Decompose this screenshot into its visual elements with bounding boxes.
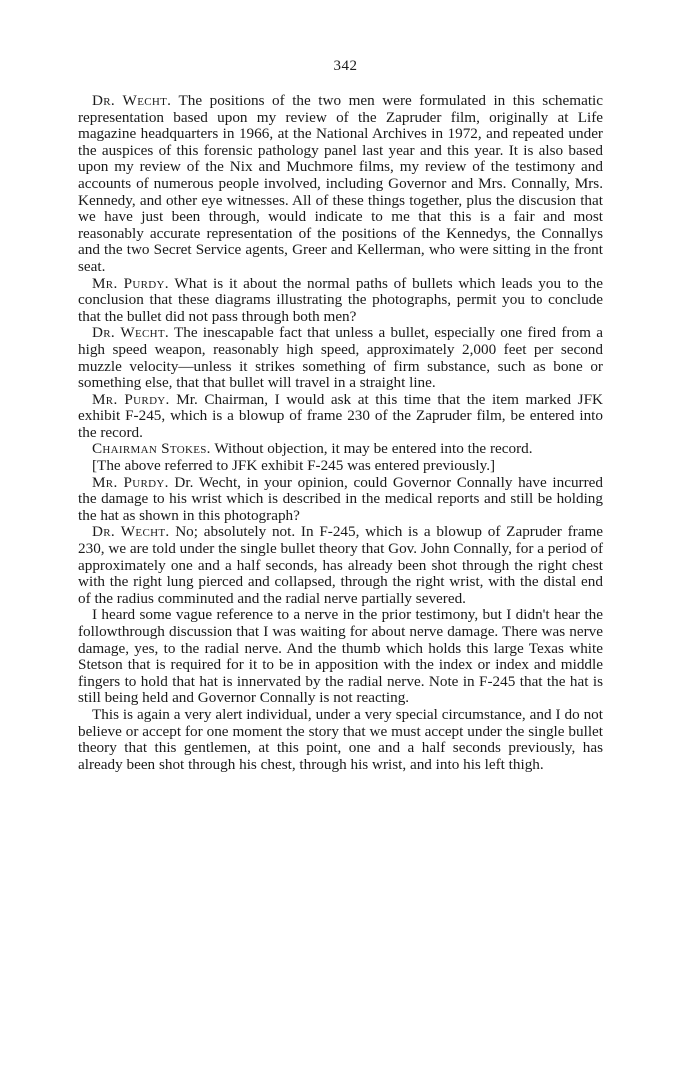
paragraph — [78, 93, 603, 276]
paragraph-text: Mr. Chairman, I would ask at this time that the item marked JFK exhibit F-245, which is a blowup of frame 230 of the Zapruder film, be entered into the record. — [78, 390, 604, 441]
speaker-name: Mr. Purdy. — [92, 473, 169, 491]
speaker-name: Mr. Purdy. — [92, 390, 170, 408]
paragraph-text: The inescapable fact that unless a bullet, especially one fired from a high speed weapon, reasonably high speed, approximately 2,000 feet per second muzzle velocity—unless it strikes something of firm substance, such as bone or something else, that that bullet will travel in a straight line. — [78, 324, 603, 392]
paragraph-text: No; absolutely not. In F-245, which is a blowup of Zapruder frame 230, we are told under the single bullet theory that Gov. John Connally, for a period of approximately one and a half seconds, has already been shot through the right chest with the right lung pierced and collapsed, through the right wrist, with the distal end of the radius comminuted and the radial nerve partially severed. — [78, 523, 603, 607]
paragraph-text: I heard some vague reference to a nerve in the prior testimony, but I didn't hear the followthrough discussion that I was waiting for about nerve damage. There was nerve damage, yes, to the radial nerve. And the thumb which holds this large Texas white Stetson that is required for it to be in apposition with the index or index and middle fingers to hold that hat is innervated by the radial nerve. Note in F-245 that the hat is still being held and Governor Connally is not reacting. — [78, 606, 603, 707]
paragraph-text: Dr. Wecht, in your opinion, could Governor Connally have incurred the damage to his wrist which is described in the medical reports and still be holding the hat as shown in this photograph? — [78, 473, 604, 524]
paragraph-text: Without objection, it may be entered into the record. — [214, 440, 533, 458]
paragraph — [78, 392, 603, 442]
paragraph-text: [The above referred to JFK exhibit F-245 was entered previously.] — [92, 457, 496, 475]
paragraph — [78, 475, 603, 525]
speaker-name: Mr. Purdy. — [92, 274, 169, 292]
testimony-body — [78, 93, 603, 773]
paragraph — [78, 524, 603, 607]
paragraph — [78, 607, 603, 707]
paragraph-text: What is it about the normal paths of bullets which leads you to the conclusion that these diagrams illustrating the photographs, permit you to conclude that the bullet did not pass through both men? — [78, 274, 603, 325]
speaker-name: Chairman Stokes. — [92, 440, 211, 458]
paragraph — [78, 441, 603, 458]
paragraph — [78, 276, 603, 326]
paragraph-text: The positions of the two men were formulated in this schematic representation based upon my review of the Zapruder film, originally at Life magazine headquarters in 1966, at the National Archives in 1972, and repeated under the auspices of this forensic pathology panel last year and this year. It is also based upon my review of the Nix and Muchmore films, my review of the testimony and accounts of numerous people involved, including Governor and Mrs. Connally, Mrs. Kennedy, and other eye witnesses. All of these things together, plus the discusion that we have just been through, would indicate to me that this is a fair and most reasonably accurate representation of the positions of the Kennedys, the Connallys and the two Secret Service agents, Greer and Kellerman, who were sitting in the front seat. — [78, 92, 603, 275]
page-number: 342 — [333, 58, 358, 74]
paragraph — [78, 458, 603, 475]
paragraph — [78, 325, 603, 391]
speaker-name: Dr. Wecht. — [92, 324, 169, 342]
speaker-name: Dr. Wecht. — [92, 523, 170, 541]
paragraph — [78, 707, 603, 773]
paragraph-text: This is again a very alert individual, under a very special circumstance, and I do not believe or accept for one moment the story that we must accept under the single bullet theory that this gentlemen, at this point, one and a half seconds previously, has already been shot through his chest, through his wrist, and into his left thigh. — [78, 705, 603, 773]
speaker-name: Dr. Wecht. — [92, 92, 172, 109]
